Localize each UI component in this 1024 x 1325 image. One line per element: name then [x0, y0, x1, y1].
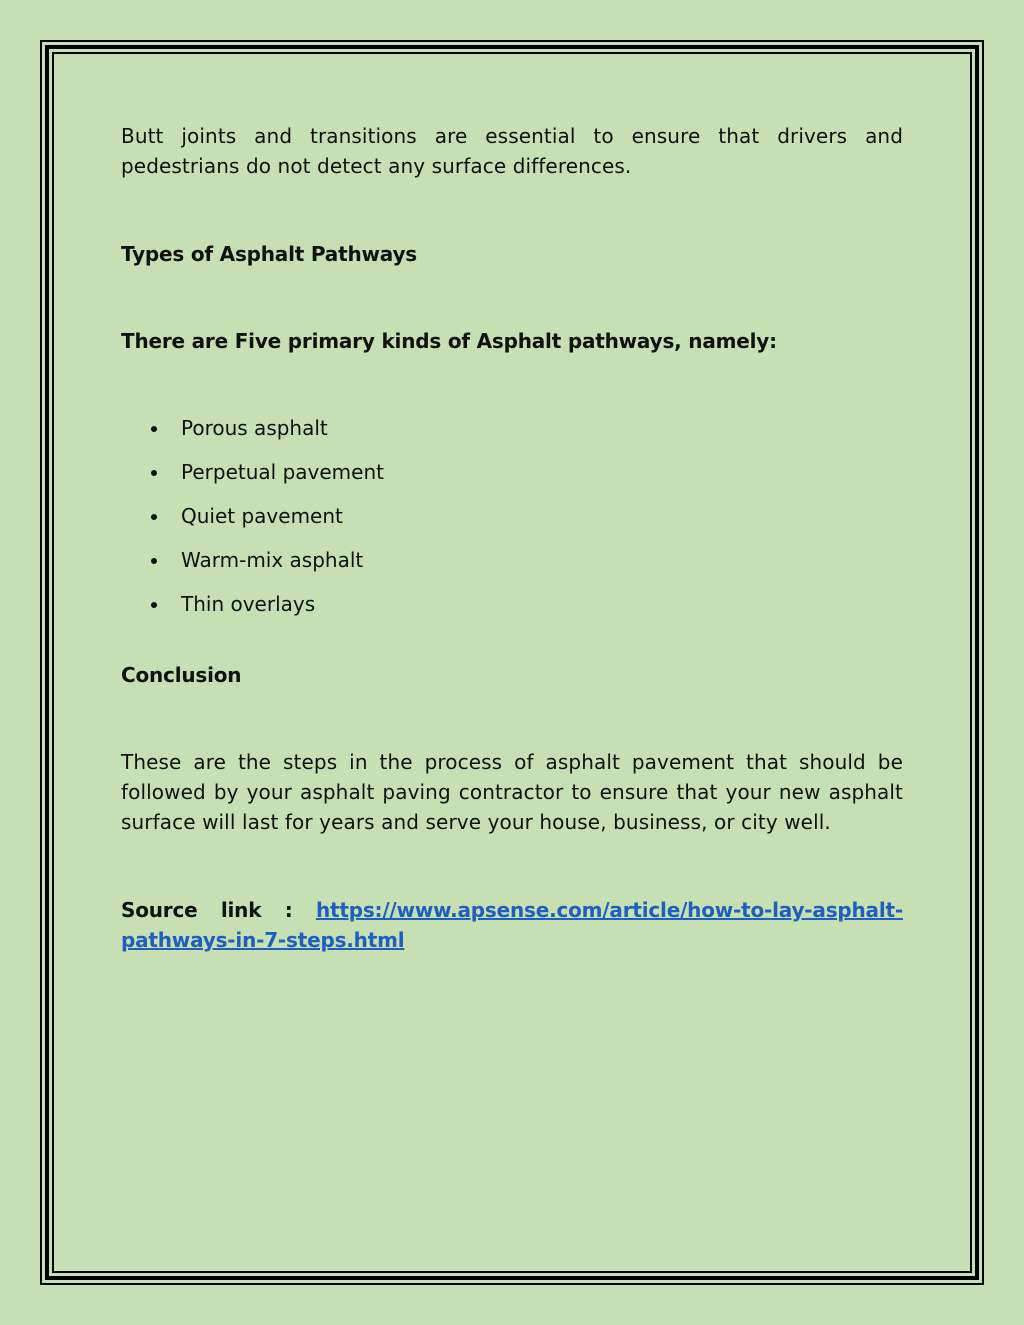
- section-heading: Types of Asphalt Pathways: [121, 242, 417, 266]
- source-citation: [121, 895, 903, 955]
- source-separator: :: [284, 898, 293, 922]
- source-link-continuation[interactable]: pathways-in-7-steps.html: [121, 928, 405, 952]
- bullet-icon: [151, 558, 157, 564]
- list-item: [121, 589, 903, 633]
- list-item: [121, 413, 903, 457]
- document-body: [121, 121, 903, 955]
- bullet-icon: [151, 470, 157, 476]
- list-item-label: Porous asphalt: [181, 416, 328, 440]
- list-intro: There are Five primary kinds of Asphalt pathways, namely:: [121, 329, 777, 353]
- bullet-icon: [151, 602, 157, 608]
- bullet-icon: [151, 514, 157, 520]
- list-item: [121, 545, 903, 589]
- list-item: [121, 457, 903, 501]
- source-label: Source: [121, 898, 198, 922]
- conclusion-heading: Conclusion: [121, 663, 242, 687]
- conclusion-paragraph: These are the steps in the process of asphalt pavement that should be followed by your asphalt paving contractor to ensure that your new asphalt surface will last for years and serve your house, business, or city well.: [121, 750, 903, 834]
- list-item-label: Quiet pavement: [181, 504, 343, 528]
- source-label-link-word: link: [220, 898, 262, 922]
- source-link[interactable]: https://www.apsense.com/article/how-to-lay-asphalt-: [315, 898, 903, 922]
- list-item: [121, 501, 903, 545]
- list-item-label: Perpetual pavement: [181, 460, 384, 484]
- list-item-label: Warm-mix asphalt: [181, 548, 364, 572]
- bullet-icon: [151, 426, 157, 432]
- list-item-label: Thin overlays: [181, 592, 316, 616]
- intro-paragraph: Butt joints and transitions are essential to ensure that drivers and pedestrians do not detect any surface differences.: [121, 124, 903, 178]
- pathway-types-list: [121, 413, 903, 633]
